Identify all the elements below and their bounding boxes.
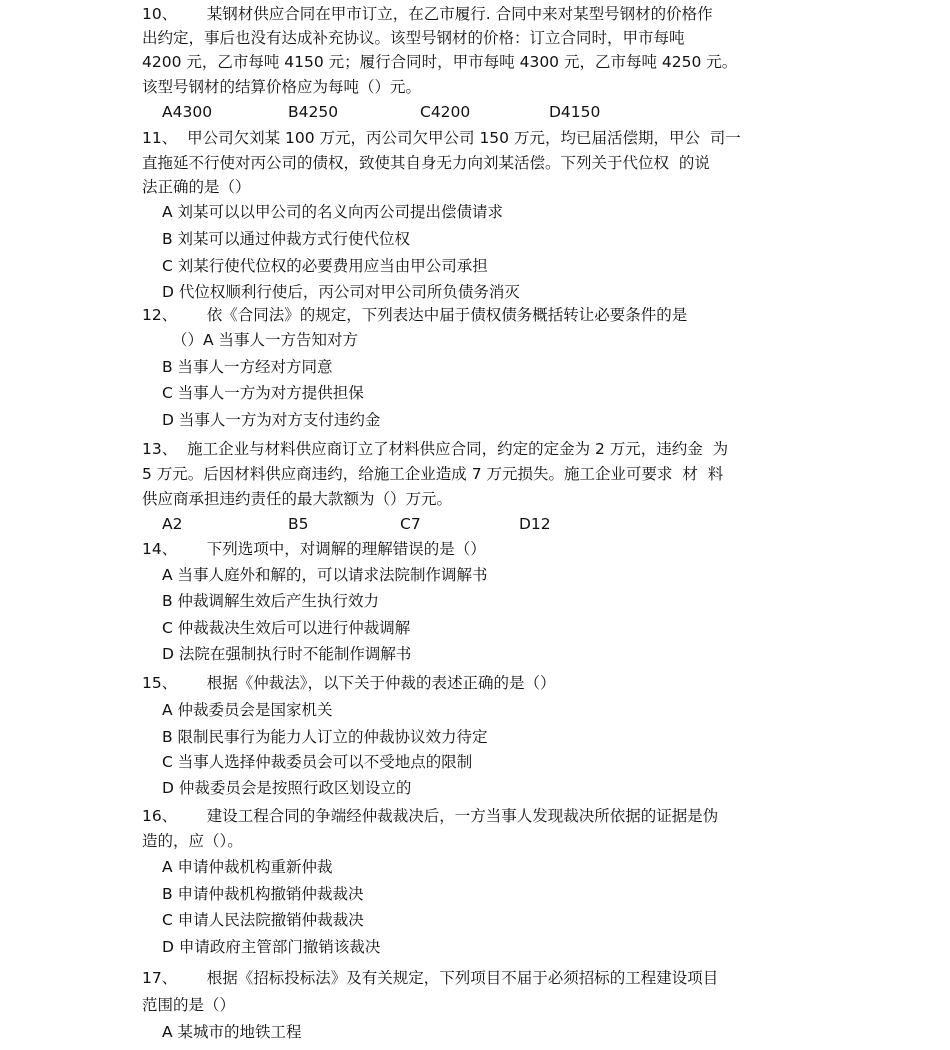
q14-option-a: A 当事人庭外和解的，可以请求法院制作调解书 [162,566,488,584]
q13-option-d: D12 [519,515,551,533]
q10-line-3: 4200 元，乙市每吨 4150 元；履行合同时，甲市每吨 4300 元，乙市每吨 4250 元。 [142,53,738,71]
q11-line-2: 直拖延不行使对丙公司的债权，致使其自身无力向刘某活偿。下列关于代位权 的说 [142,154,710,172]
q15-option-b: B 限制民事行为能力人订立的仲裁协议效力待定 [162,728,488,746]
q13-line-1: 13、 施工企业与材料供应商订立了材料供应合同，约定的定金为 2 万元，违约金 为 [142,440,729,458]
q13-line-3: 供应商承担违约责任的最大款额为（）万元。 [142,490,453,508]
q11-option-a: A 刘某可以以甲公司的名义向丙公司提出偿债请求 [162,203,504,221]
q17-line-1: 17、 根据《招标投标法》及有关规定，下列项目不届于必须招标的工程建设项目 [142,969,719,987]
q15-option-a: A 仲裁委员会是国家机关 [162,701,333,719]
q16-option-d: D 申请政府主管部门撤销该裁决 [162,938,381,956]
q15-option-c: C 当事人选择仲裁委员会可以不受地点的限制 [162,753,473,771]
q10-option-b: B4250 [288,103,339,121]
q11-line-1: 11、 甲公司欠刘某 100 万元，丙公司欠甲公司 150 万元，均已届活偿期，甲公 司一 [142,129,741,147]
q14-option-d: D 法院在强制执行时不能制作调解书 [162,645,412,663]
q15-option-d: D 仲裁委员会是按照行政区划设立的 [162,779,412,797]
q10-option-d: D4150 [549,103,601,121]
q13-line-2: 5 万元。后因材料供应商违约，给施工企业造成 7 万元损失。施工企业可要求 材 料 [142,465,724,483]
q13-option-a: A2 [162,515,183,533]
q12-line-1: 12、 依《合同法》的规定，下列表达中届于债权债务概括转让必要条件的是 [142,306,688,324]
q10-line-4: 该型号钢材的结算价格应为每吨（）元。 [142,78,422,96]
q12-option-b: B 当事人一方经对方同意 [162,358,333,376]
q10-option-c: C4200 [420,103,471,121]
q16-option-a: A 申请仲裁机构重新仲裁 [162,858,333,876]
q11-option-c: C 刘某行使代位权的必要费用应当由甲公司承担 [162,257,488,275]
q10-option-a: A4300 [162,103,213,121]
q11-option-b: B 刘某可以通过仲裁方式行使代位权 [162,230,411,248]
q11-option-d: D 代位权顺利行使后，丙公司对甲公司所负债务消灭 [162,283,520,301]
q13-option-c: C7 [400,515,421,533]
q10-line-2: 出约定，事后也没有达成补充协议。该型号钢材的价格：订立合同时，甲市每吨 [142,29,685,47]
q17-option-a: A 某城市的地铁工程 [162,1023,302,1041]
q14-line-1: 14、 下列选项中，对调解的理解错误的是（） [142,540,486,558]
q12-option-d: D 当事人一方为对方支付违约金 [162,411,381,429]
q11-line-3: 法正确的是（） [142,178,251,196]
q15-line-1: 15、 根据《仲裁法》，以下关于仲裁的表述正确的是（） [142,674,556,692]
q16-option-c: C 申请人民法院撤销仲裁裁决 [162,911,364,929]
q16-line-2: 造的，应（）。 [142,832,243,850]
q13-option-b: B5 [288,515,309,533]
q17-line-2: 范围的是（） [142,996,236,1014]
q14-option-b: B 仲裁调解生效后产生执行效力 [162,592,380,610]
q16-option-b: B 申请仲裁机构撤销仲裁裁决 [162,885,364,903]
q16-line-1: 16、 建设工程合同的争端经仲裁裁决后，一方当事人发现裁决所依据的证据是伪 [142,807,719,825]
q14-option-c: C 仲裁裁决生效后可以进行仲裁调解 [162,619,411,637]
q10-line-1: 10、 某钢材供应合同在甲市订立，在乙市履行. 合同中来对某型号钢材的价格作 [142,5,713,23]
q12-line-2: （）A 当事人一方告知对方 [172,331,359,349]
q12-option-c: C 当事人一方为对方提供担保 [162,384,364,402]
